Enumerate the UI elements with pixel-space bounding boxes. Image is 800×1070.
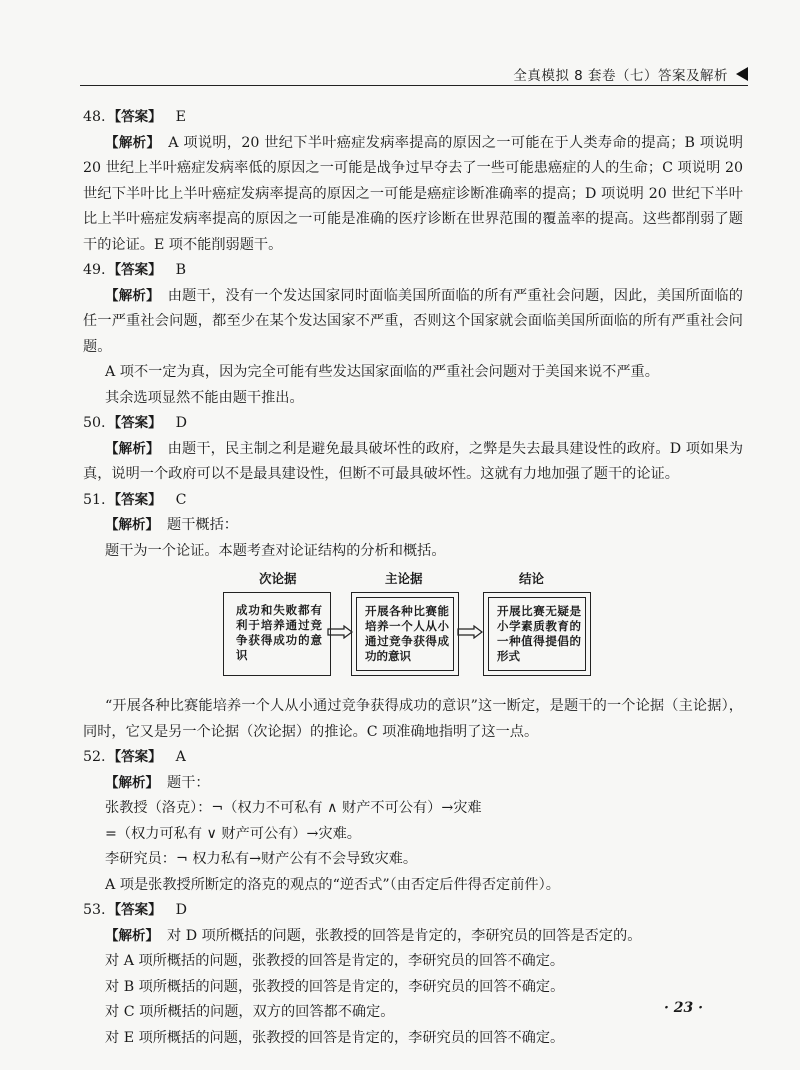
q53-line5: 对 E 项所概括的问题，张教授的回答是肯定的，李研究员的回答不确定。 bbox=[105, 1029, 565, 1046]
answer-letter: B bbox=[175, 262, 187, 278]
q53-line2: 对 A 项所概括的问题，张教授的回答是肯定的，李研究员的回答不确定。 bbox=[105, 953, 565, 969]
answer-tag: 【答案】 bbox=[107, 415, 162, 431]
question-number: 51. bbox=[83, 491, 106, 508]
q49-answer-line bbox=[83, 258, 743, 284]
question-number: 48. bbox=[83, 109, 106, 125]
label-main-premise: 主论据 bbox=[385, 571, 423, 586]
page-header bbox=[80, 64, 748, 86]
answer-tag: 【答案】 bbox=[107, 902, 162, 918]
answer-content bbox=[83, 105, 743, 1051]
box-conclusion bbox=[483, 592, 591, 676]
q48-analysis bbox=[83, 131, 743, 259]
arrow-right-icon bbox=[327, 625, 353, 639]
q49-analysis bbox=[83, 284, 743, 361]
answer-tag: 【答案】 bbox=[107, 262, 162, 278]
header-title: 全真模拟 8 套卷（七）答案及解析 bbox=[513, 68, 728, 84]
question-number: 53. bbox=[83, 902, 106, 918]
triangle-left-icon bbox=[736, 67, 748, 81]
q53-answer-line bbox=[83, 898, 743, 924]
q52-line2: 张教授（洛克）：¬（权力不可私有 ∧ 财产不可公有）→灾难 bbox=[105, 800, 482, 816]
box-text: 开展各种比赛能培养一个人从小通过竞争获得成功的意识 bbox=[356, 597, 454, 671]
label-secondary-premise: 次论据 bbox=[259, 571, 297, 586]
answer-tag: 【答案】 bbox=[107, 109, 162, 125]
question-number: 50. bbox=[83, 415, 106, 431]
analysis-tag: 【解析】 bbox=[105, 440, 160, 457]
q50-analysis bbox=[83, 437, 743, 488]
analysis-tag: 【解析】 bbox=[105, 134, 161, 151]
header-rule bbox=[80, 85, 748, 86]
question-number: 52. bbox=[83, 749, 106, 765]
analysis-text: A 项说明，20 世纪下半叶癌症发病率提高的原因之一可能在于人类寿命的提高；B 项说明 20 世纪上半叶癌症发病率低的原因之一可能是战争过早夺去了一些可能患癌症的人的生命；C 项说明 20 世纪下半叶比上半叶癌症发病率提高的原因之一可能是癌症诊断准确率的提高；D 项说明 20 世纪下半叶比上半叶癌症发病率提高的原因之一可能是准确的医疗诊断在世界范围的覆盖率的提高。这些都削弱了题干的论证。E 项不能削弱题干。 bbox=[83, 134, 744, 253]
answer-tag: 【答案】 bbox=[107, 491, 162, 508]
answer-letter: D bbox=[175, 415, 187, 431]
q53-line3: 对 B 项所概括的问题，张教授的回答是肯定的，李研究员的回答不确定。 bbox=[105, 978, 565, 995]
box-text: 开展比赛无疑是小学素质教育的一种值得提倡的形式 bbox=[488, 597, 586, 671]
box-text: 成功和失败都有利于培养通过竞争获得成功的意识 bbox=[236, 603, 322, 662]
arrow-right-icon bbox=[457, 625, 483, 639]
answer-letter: A bbox=[175, 749, 186, 765]
analysis-tag: 【解析】 bbox=[105, 927, 159, 944]
q48-answer-line bbox=[83, 105, 743, 131]
q51-analysis bbox=[83, 513, 743, 539]
q51-line3: “开展各种比赛能培养一个人从小通过竞争获得成功的意识”这一断定，是题干的一个论据（主论据），同时，它又是另一个论据（次论据）的推论。C 项准确地指明了这一点。 bbox=[83, 698, 743, 740]
q51-line2: 题干为一个论证。本题考查对论证结构的分析和概括。 bbox=[105, 542, 446, 559]
label-conclusion: 结论 bbox=[519, 571, 545, 586]
question-number: 49. bbox=[83, 262, 106, 278]
analysis-text: 由题干，没有一个发达国家同时面临美国所面临的所有严重社会问题，因此，美国所面临的任一严重社会问题，都至少在某个发达国家不严重，否则这个国家就会面临美国所面临的所有严重社会问题。 bbox=[83, 287, 743, 355]
answer-letter: D bbox=[175, 902, 187, 918]
box-main-premise bbox=[351, 592, 459, 676]
analysis-tag: 【解析】 bbox=[105, 774, 159, 791]
analysis-text: 由题干，民主制之利是避免最具破坏性的政府，之弊是失去最具建设性的政府。D 项如果为真，说明一个政府可以不是最具建设性，但断不可最具破坏性。这就有力地加强了题干的论证。 bbox=[83, 440, 744, 482]
q49-line2: A 项不一定为真，因为完全可能有些发达国家面临的严重社会问题对于美国来说不严重。 bbox=[105, 364, 659, 380]
q52-line3: =（权力可私有 ∨ 财产可公有）→灾难。 bbox=[105, 825, 361, 842]
q52-answer-line bbox=[83, 745, 743, 771]
page-number: · 23 · bbox=[664, 1000, 703, 1016]
box-secondary-premise bbox=[223, 592, 331, 676]
analysis-tag: 【解析】 bbox=[105, 287, 160, 304]
argument-structure-diagram bbox=[83, 566, 743, 690]
q53-line4: 对 C 项所概括的问题，双方的回答都不确定。 bbox=[105, 1004, 395, 1020]
analysis-text: 题干概括： bbox=[167, 517, 238, 533]
answer-letter: E bbox=[175, 109, 186, 125]
q50-answer-line bbox=[83, 411, 743, 437]
q53-analysis bbox=[83, 924, 743, 950]
q49-line3: 其余选项显然不能由题干推出。 bbox=[105, 389, 304, 406]
q52-line4: 李研究员：¬ 权力私有→财产公有不会导致灾难。 bbox=[105, 851, 418, 867]
analysis-tag: 【解析】 bbox=[105, 517, 159, 533]
analysis-text: 题干： bbox=[167, 774, 210, 791]
q51-answer-line bbox=[83, 488, 743, 514]
q52-analysis bbox=[83, 771, 743, 797]
answer-letter: C bbox=[175, 491, 187, 508]
answer-tag: 【答案】 bbox=[107, 749, 162, 765]
analysis-text: 对 D 项所概括的问题，张教授的回答是肯定的，李研究员的回答是否定的。 bbox=[167, 927, 642, 944]
q52-line5: A 项是张教授所断定的洛克的观点的“逆否式”（由否定后件得否定前件）。 bbox=[105, 876, 560, 893]
